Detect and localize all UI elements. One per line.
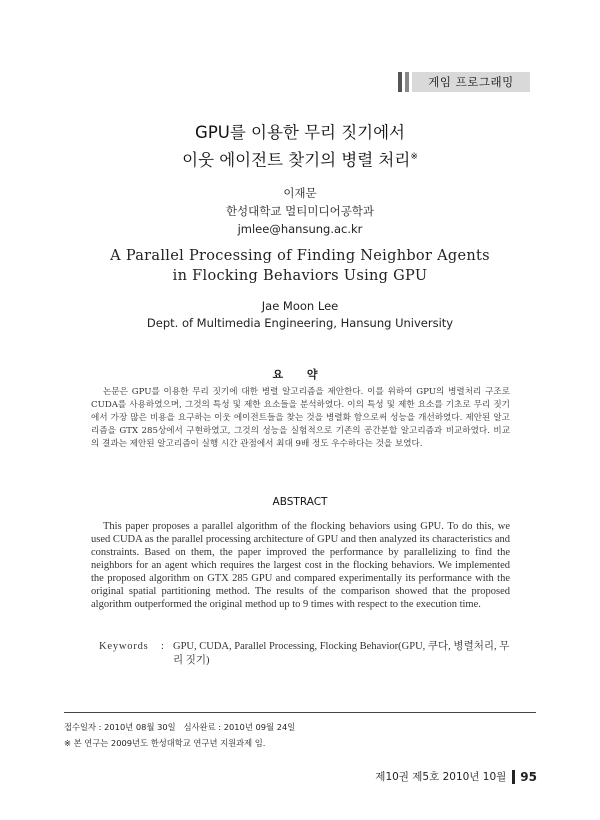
- author-affiliation-ko: 한성대학교 멀티미디어공학과: [225, 204, 375, 218]
- author-name-en: Jae Moon Lee: [261, 299, 339, 313]
- abstract-ko-body: 논문은 GPU를 이용한 무리 짓기에 대한 병렬 알고리즘을 제안한다. 이를 위하여 GPU의 병렬처리 구조로 CUDA를 사용하였으며, 그것의 특성 및 제한 요소들을 분석하였다. 이의 특성 및 제한 요소를 기초로 무리 짓기에서 가장 많은 비용을 요구하는 이웃 에이전트들을 찾는 것을 병렬화 함으로써 성능을 개선하였다. 제안된 알고리즘을 GTX 285상에서 구현하였고, 그것의 성능을 실험적으로 기존의 공간분할 알고리즘과 비교하였다. 비교의 결과는 제안된 알고리즘이 실행 시간 관점에서 최대 9배 정도 우수하다는 것을 보였다.: [91, 387, 510, 449]
- keywords-label: Keywords: [99, 641, 149, 652]
- author-block-english: [0, 298, 600, 332]
- title-ko-line1: GPU를 이용한 무리 짓기에서: [195, 123, 405, 142]
- title-footnote-mark: ※: [410, 152, 418, 162]
- title-korean: [0, 120, 600, 173]
- footnote-dates: 접수일자 : 2010년 08월 30일 심사완료 : 2010년 09월 24일: [64, 722, 296, 732]
- tab-bar-dark: [398, 72, 402, 92]
- section-tab: [398, 72, 530, 92]
- title-ko-line2: 이웃 에이전트 찾기의 병렬 처리: [182, 150, 411, 170]
- page-footer: [375, 769, 537, 784]
- title-ko-line2-wrap: [0, 145, 600, 173]
- footnote-funding: ※ 본 연구는 2009년도 한성대학교 연구년 지원과제 임.: [64, 738, 266, 748]
- title-en-line2: in Flocking Behaviors Using GPU: [172, 268, 428, 284]
- author-affiliation-en: Dept. of Multimedia Engineering, Hansung University: [146, 316, 454, 330]
- keywords-block: [99, 640, 519, 668]
- author-email: jmlee@hansung.ac.kr: [237, 222, 363, 236]
- abstract-en-body: This paper proposes a parallel algorithm of the flocking behaviors using GPU. To do this, we used CUDA as the parallel processing architecture of GPU and then analyzed its characteristics and constraints. Based on them, the paper improved the performance by parallelizing to find the neighbors for an agent which requires the largest cost in the flocking behaviors. We implemented the proposed algorithm on GTX 285 GPU and compared experimentally its performance with the original spatial partitioning method. The results of the comparison showed that the proposed algorithm outperformed the original method up to 9 times with respect to the execution time.: [91, 521, 510, 610]
- keywords-text: GPU, CUDA, Parallel Processing, Flocking Behavior(GPU, 쿠다, 병렬처리, 무리 짓기): [173, 641, 510, 666]
- footnote-divider: [64, 712, 536, 713]
- journal-issue: 제10권 제5호 2010년 10월: [375, 771, 507, 783]
- title-en-line1: A Parallel Processing of Finding Neighbor Agents: [110, 248, 490, 264]
- footer-separator: [512, 770, 515, 784]
- abstract-en-heading: ABSTRACT: [272, 496, 328, 508]
- keywords-colon: :: [161, 641, 164, 652]
- section-label: 게임 프로그래밍: [412, 72, 530, 92]
- page-number: 95: [520, 769, 537, 784]
- author-name-ko: 이재문: [283, 186, 317, 200]
- author-block-korean: [0, 184, 600, 238]
- title-english: [0, 246, 600, 286]
- tab-bar-light: [405, 72, 409, 92]
- abstract-ko-heading: 요 약: [272, 368, 328, 381]
